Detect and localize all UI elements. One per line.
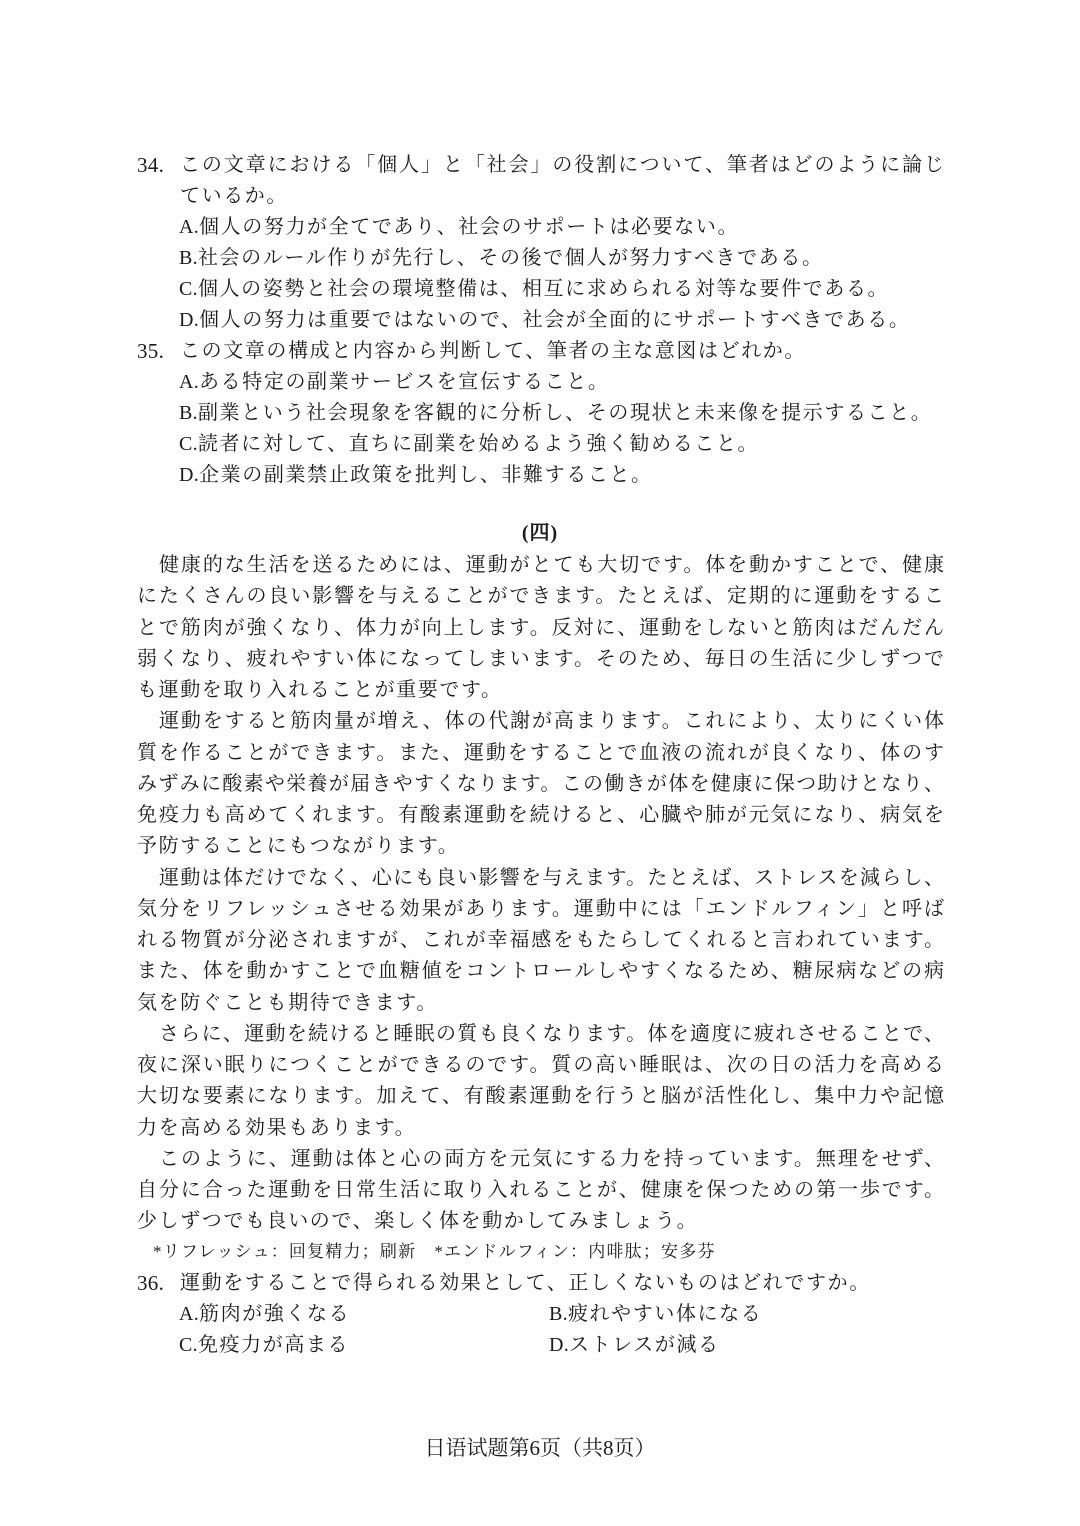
option-text: 筋肉が強くなる [199, 1303, 351, 1325]
reading-passage [137, 550, 945, 1238]
passage-line: も運動を取り入れることが重要です。 [137, 679, 503, 701]
option-label: B. [179, 402, 198, 424]
option-text: 企業の副業禁止政策を批判し、非難すること。 [199, 464, 653, 486]
paragraph [137, 1019, 945, 1144]
option-label: B. [549, 1303, 568, 1325]
passage-line: 運動は体だけでなく、心にも良い影響を与えます。たとえば、ストレスを減らし、 [159, 866, 945, 889]
paragraph [137, 706, 945, 862]
option-label: A. [179, 371, 200, 393]
option-label: A. [179, 216, 200, 238]
option-row [137, 1299, 945, 1330]
stem-line: ているか。 [180, 185, 288, 207]
option-c [137, 429, 945, 460]
passage-line: 免疫力も高めてくれます。有酸素運動を続けると、心臓や肺が元気になり、病気を [137, 804, 945, 826]
option-text: 個人の努力が全てであり、社会のサポートは必要ない。 [199, 216, 740, 238]
passage-line: このように、運動は体と心の両方を元気にする力を持っています。無理をせず、 [159, 1147, 945, 1170]
passage-line: 健康的な生活を送るためには、運動がとても大切です。体を動かすことで、健康 [159, 554, 945, 576]
option-text: 読者に対して、直ちに副業を始めるよう強く勧めること。 [197, 433, 760, 455]
questions-34-35 [137, 150, 945, 491]
question-stem [180, 336, 945, 367]
question-stem [180, 1268, 945, 1299]
passage-line: 自分に合った運動を日常生活に取り入れることが、健康を保つための第一歩です。 [137, 1179, 945, 1201]
note-item: *リフレッシュ：回复精力；刷新 [153, 1242, 417, 1261]
paragraph [137, 1144, 945, 1238]
passage-line: 予防することにもつながります。 [137, 835, 460, 858]
option-text: 免疫力が高まる [197, 1334, 350, 1356]
option-label: C. [179, 433, 198, 455]
option-b [137, 398, 945, 429]
passage-line: 夜に深い眠りにつくことができるのです。質の高い睡眠は、次の日の活力を高める [137, 1054, 945, 1076]
question-number: 34. [137, 153, 165, 177]
paragraph [137, 550, 945, 706]
passage-line: 質を作ることができます。また、運動をすることで血液の流れが良くなり、体のす [137, 741, 945, 764]
option-text: 疲れやすい体になる [567, 1303, 763, 1325]
option-d [137, 305, 945, 336]
option-text: ストレスが減る [569, 1334, 720, 1356]
option-text: 副業という社会現象を客観的に分析し、その現状と未来像を提示すること。 [197, 402, 933, 424]
option-a [137, 367, 945, 398]
passage-line: また、体を動かすことで血糖値をコントロールしやすくなるため、糖尿病などの病 [137, 960, 945, 983]
passage-line: さらに、運動を続けると睡眠の質も良くなります。体を適度に疲れさせることで、 [159, 1022, 945, 1045]
vocabulary-notes [153, 1238, 716, 1266]
option-text: 個人の努力は重要ではないので、社会が全面的にサポートすべきである。 [199, 309, 911, 331]
passage-line: みずみに酸素や栄養が届きやすくなります。この働きが体を健康に保つ助けとなり、 [137, 772, 945, 795]
option-b [137, 243, 945, 274]
option-label: D. [179, 464, 200, 486]
question-35 [137, 336, 945, 491]
passage-line: 力を高める効果もあります。 [137, 1116, 417, 1139]
option-d [549, 1330, 919, 1361]
stem-line: この文章における「個人」と「社会」の役割について、筆者はどのように論じ [180, 154, 945, 176]
option-b [549, 1299, 919, 1330]
option-a [179, 1299, 549, 1330]
section-heading: (四) [521, 522, 559, 544]
page-footer: 日语试题第6页（共8页） [424, 1436, 656, 1460]
question-stem [180, 150, 945, 212]
passage-line: 弱くなり、疲れやすい体になってしまいます。そのため、毎日の生活に少しずつで [137, 647, 945, 670]
question-36 [137, 1268, 945, 1361]
passage-line: れる物質が分泌されますが、これが幸福感をもたらしてくれると言われています。 [137, 929, 945, 951]
stem-line: この文章の構成と内容から判断して、筆者の主な意図はどれか。 [180, 340, 806, 362]
question-34 [137, 150, 945, 336]
passage-line: にたくさんの良い影響を与えることができます。たとえば、定期的に運動をするこ [137, 585, 945, 608]
question-header [137, 150, 945, 212]
option-a [137, 212, 945, 243]
option-label: C. [179, 278, 198, 300]
passage-line: 気を防ぐことも期待できます。 [137, 991, 438, 1014]
option-c [179, 1330, 549, 1361]
stem-line: 運動をすることで得られる効果として、正しくないものはどれですか。 [180, 1272, 871, 1294]
question-header [137, 336, 945, 367]
passage-line: とで筋肉が強くなり、体力が向上します。反対に、運動をしないと筋肉はだんだん [137, 616, 945, 639]
passage-line: 気分をリフレッシュさせる効果があります。運動中には「エンドルフィン」と呼ば [137, 897, 945, 920]
option-text: ある特定の副業サービスを宣伝すること。 [199, 371, 610, 393]
paragraph [137, 863, 945, 1019]
option-label: D. [179, 309, 200, 331]
option-d [137, 460, 945, 491]
option-text: 社会のルール作りが先行し、その後で個人が努力すべきである。 [197, 247, 824, 269]
question-number: 35. [137, 339, 165, 363]
option-text: 個人の姿勢と社会の環境整備は、相互に求められる対等な要件である。 [197, 278, 890, 300]
passage-line: 運動をすると筋肉量が増え、体の代謝が高まります。これにより、太りにくい体 [159, 710, 945, 733]
option-row [137, 1330, 945, 1361]
option-label: C. [179, 1334, 198, 1356]
option-label: A. [179, 1303, 200, 1325]
passage-line: 少しずつでも良いので、楽しく体を動かしてみましょう。 [137, 1210, 699, 1233]
passage-line: 大切な要素になります。加えて、有酸素運動を行うと脳が活性化し、集中力や記憶 [137, 1085, 945, 1108]
option-c [137, 274, 945, 305]
question-number: 36. [137, 1271, 165, 1295]
note-item: *エンドルフィン：内啡肽；安多芬 [434, 1242, 716, 1261]
option-label: D. [549, 1334, 570, 1356]
option-label: B. [179, 247, 198, 269]
question-header [137, 1268, 945, 1299]
